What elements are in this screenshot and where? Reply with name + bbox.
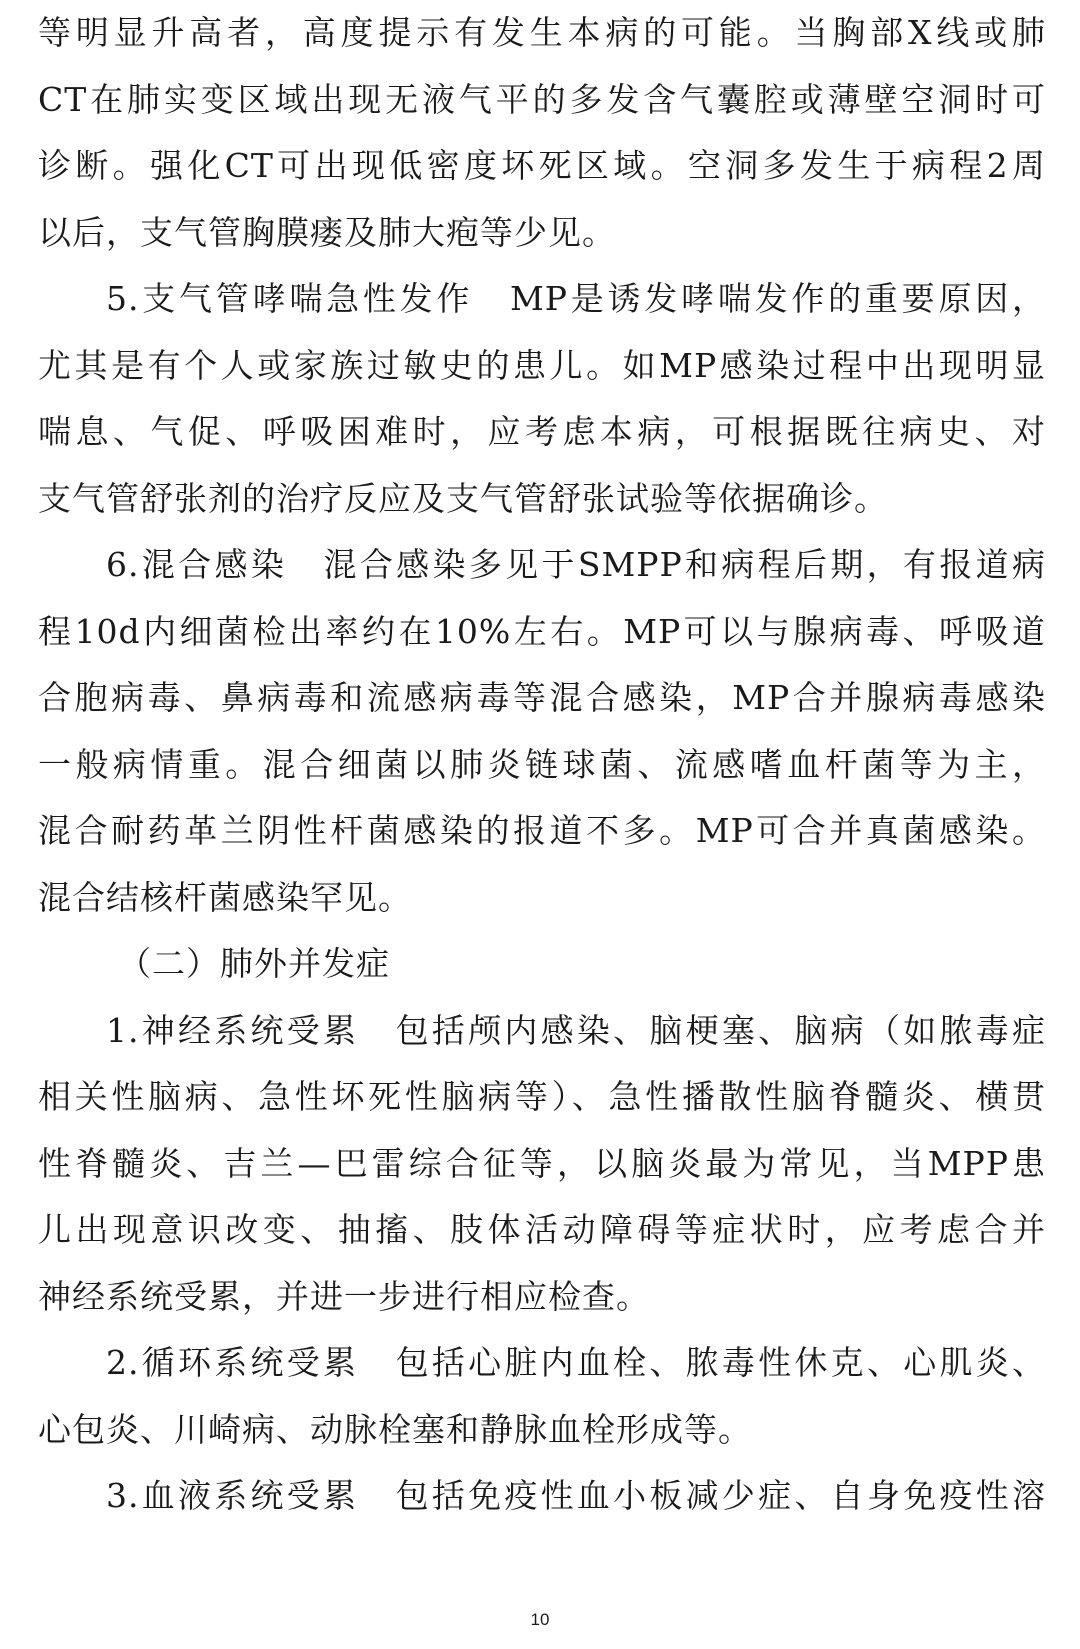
text-line: 尤其是有个人或家族过敏史的患儿。如MP感染过程中出现明显 bbox=[38, 345, 1046, 385]
text-line: 心包炎、川崎病、动脉栓塞和静脉血栓形成等。 bbox=[38, 1409, 752, 1449]
text-line: 混合耐药革兰阴性杆菌感染的报道不多。MP可合并真菌感染。 bbox=[38, 811, 1046, 850]
text-line: 性脊髓炎、吉兰—巴雷综合征等，以脑炎最为常见，当MPP患 bbox=[38, 1143, 1046, 1183]
paragraph-heading-circulatory-system: 2.循环系统受累 包括心脏内血栓、脓毒性休克、心肌炎、 bbox=[106, 1343, 1046, 1382]
text-line: 一般病情重。混合细菌以肺炎链球菌、流感嗜血杆菌等为主， bbox=[38, 744, 1046, 784]
text-line: 相关性脑病、急性坏死性脑病等）、急性播散性脑脊髓炎、横贯 bbox=[38, 1077, 1046, 1116]
text-line: 喘息、气促、呼吸困难时，应考虑本病，可根据既往病史、对 bbox=[38, 412, 1046, 451]
text-line: 程10d内细菌检出率约在10%左右。MP可以与腺病毒、呼吸道 bbox=[38, 611, 1046, 651]
page-number: 10 bbox=[530, 1610, 550, 1629]
text-line: 儿出现意识改变、抽搐、肢体活动障碍等症状时，应考虑合并 bbox=[38, 1210, 1046, 1249]
text-line: 支气管舒张剂的治疗反应及支气管舒张试验等依据确诊。 bbox=[38, 478, 888, 518]
paragraph-heading-mixed-infection: 6.混合感染 混合感染多见于SMPP和病程后期，有报道病 bbox=[106, 545, 1046, 584]
paragraph-heading-asthma: 5.支气管哮喘急性发作 MP是诱发哮喘发作的重要原因， bbox=[106, 279, 1046, 318]
section-heading: （二）肺外并发症 bbox=[118, 944, 390, 983]
text-line: 诊断。强化CT可出现低密度坏死区域。空洞多发生于病程2周 bbox=[38, 146, 1046, 185]
text-line: 合胞病毒、鼻病毒和流感病毒等混合感染，MP合并腺病毒感染 bbox=[38, 678, 1046, 717]
text-line: 混合结核杆菌感染罕见。 bbox=[38, 877, 412, 917]
text-line: 等明显升高者，高度提示有发生本病的可能。当胸部X线或肺 bbox=[38, 13, 1046, 52]
text-line: 神经系统受累，并进一步进行相应检查。 bbox=[38, 1276, 650, 1316]
text-line: CT在肺实变区域出现无液气平的多发含气囊腔或薄壁空洞时可 bbox=[38, 79, 1046, 119]
text-line: 以后，支气管胸膜瘘及肺大疱等少见。 bbox=[38, 212, 616, 252]
document-body bbox=[38, 0, 1046, 1530]
paragraph-heading-blood-system: 3.血液系统受累 包括免疫性血小板减少症、自身免疫性溶 bbox=[106, 1476, 1046, 1515]
paragraph-heading-nervous-system: 1.神经系统受累 包括颅内感染、脑梗塞、脑病（如脓毒症 bbox=[106, 1010, 1046, 1050]
